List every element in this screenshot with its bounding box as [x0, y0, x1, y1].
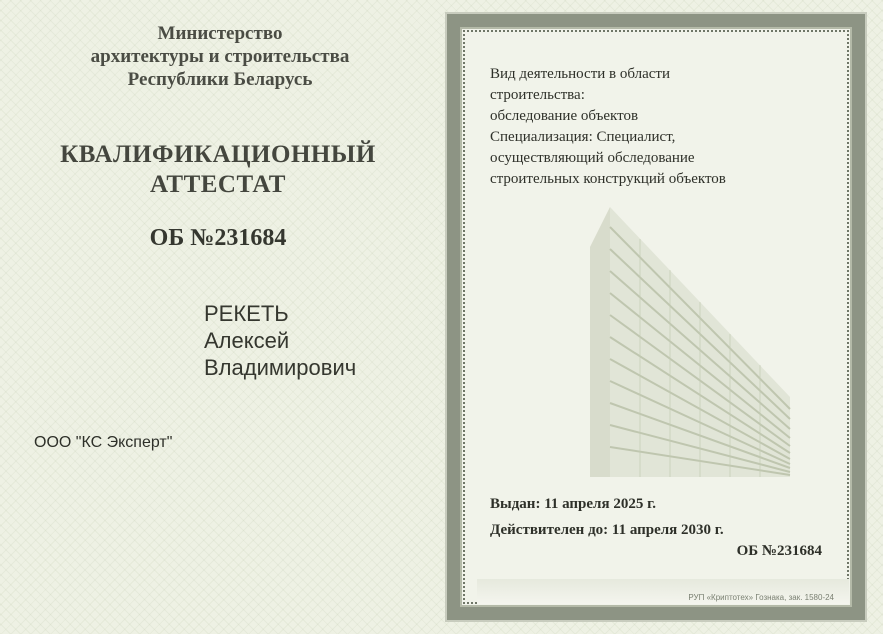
specialization-line: осуществляющий обследование — [490, 150, 695, 166]
ministry-line: Республики Беларусь — [127, 69, 313, 90]
ministry-line: Министерство — [157, 23, 283, 44]
validity-block — [490, 491, 724, 543]
holder-name — [204, 300, 356, 381]
title-line: АТТЕСТАТ — [150, 171, 286, 198]
activity-line: Вид деятельности в области — [490, 66, 671, 82]
right-page-frame — [447, 14, 865, 620]
title-line: КВАЛИФИКАЦИОННЫЙ — [60, 141, 376, 168]
activity-line: обследование объектов — [490, 108, 639, 124]
activity-line: строительства: — [490, 87, 585, 103]
activity-block — [490, 64, 726, 190]
certificate-title — [18, 140, 418, 200]
certificate-number-footer: ОБ №231684 — [736, 543, 822, 559]
valid-until-date: Действителен до: 11 апреля 2030 г. — [490, 522, 724, 538]
specialization-line: строительных конструкций объектов — [490, 171, 726, 187]
ministry-header — [0, 22, 440, 91]
specialization-line: Специализация: Специалист, — [490, 129, 676, 145]
issue-date: Выдан: 11 апреля 2025 г. — [490, 496, 656, 512]
certificate-number: ОБ №231684 — [149, 225, 287, 251]
printer-mark: РУП «Криптотех» Гознака, зак. 1580-24 — [688, 593, 834, 602]
left-page — [0, 0, 440, 634]
organization-name: ООО "КС Эксперт" — [34, 434, 173, 451]
building-watermark — [590, 187, 810, 487]
holder-surname: РЕКЕТЬ — [204, 301, 289, 326]
ministry-line: архитектуры и строительства — [90, 46, 350, 67]
holder-patronymic: Владимирович — [204, 355, 357, 380]
holder-first-name: Алексей — [204, 328, 290, 353]
